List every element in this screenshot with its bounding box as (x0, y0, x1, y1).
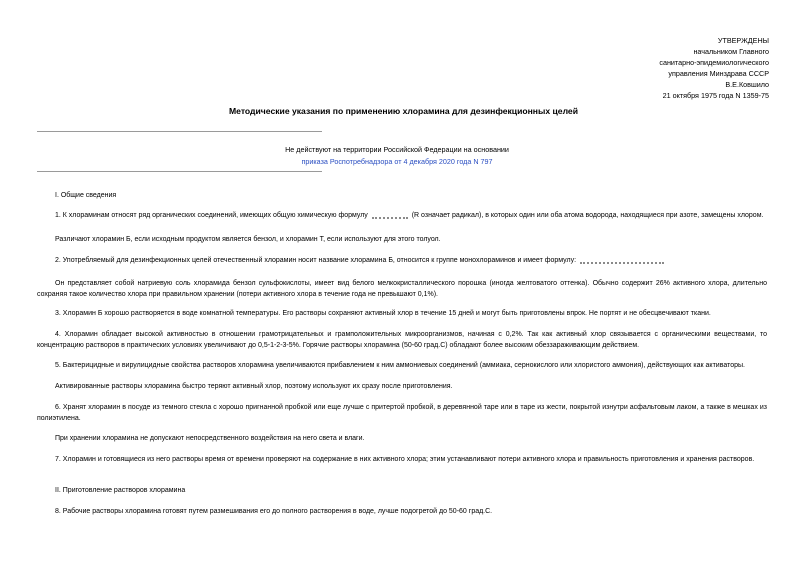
paragraph-text: 1. К хлораминам относят ряд органических соединений, имеющих общую химическую формулу (55, 212, 368, 219)
paragraph: 4. Хлорамин обладает высокой активностью в отношении грамотрицательных и грамположительных микроорганизмов, начиная с 0,2%. Так как активный хлор связывается с органическими веществами, то концентрацию растворов в практических условиях увеличивают до 0,5-1-2-3-5%. Горячие растворы хлорамина (50-60 град.С) обладают более высоким обеззараживающим действием. (37, 331, 767, 349)
approval-line: В.Е.Ковшило (725, 80, 769, 89)
approval-line: санитарно-эпидемиологического (659, 58, 769, 67)
paragraph: Различают хлорамин Б, если исходным продуктом является бензол, и хлорамин Т, если используют для этого толуол. (55, 236, 441, 243)
paragraph: 7. Хлорамин и готовящиеся из него растворы время от времени проверяют на содержание в них активного хлора; этим устанавливают потери активного хлора и правильность приготовления и хранения растворов. (55, 456, 755, 463)
paragraph (37, 211, 767, 222)
paragraph: 3. Хлорамин Б хорошо растворяется в воде комнатной температуры. Его растворы сохраняют активный хлор в течение 15 дней и могут быть приготовлены впрок. Не портят и не обесцвечивают ткани. (55, 310, 711, 317)
validity-notice (37, 144, 757, 167)
paragraph: Он представляет собой натриевую соль хлорамида бензол сульфокислоты, имеет вид белого мелкокристаллического порошка (иногда желтоватого оттенка). Обычно содержит 26% активного хлора, длительно сохраняя такое количество хлора при правильном хранении (потери активного хлора в течение года не превышают 0,1%). (37, 280, 767, 298)
formula-image (580, 257, 664, 264)
approval-block (549, 35, 769, 101)
section-heading: I. Общие сведения (55, 192, 117, 199)
paragraph: 5. Бактерицидные и вирулицидные свойства растворов хлорамина увеличиваются прибавлением к ним аммониевых соединений (аммиака, сернокислого или хлористого аммония), действующих как активаторы. (55, 362, 745, 369)
notice-text: Не действуют на территории Российской Федерации на основании (285, 145, 509, 154)
divider-bottom (37, 171, 322, 172)
paragraph: При хранении хлорамина не допускают непосредственного воздействия на него света и влаги. (55, 435, 365, 442)
approval-line: управления Минздрава СССР (668, 69, 769, 78)
section-heading: II. Приготовление растворов хлорамина (55, 487, 186, 494)
paragraph-text: (R означает радикал), в которых один или оба атома водорода, находящиеся при азоте, замещены хлором. (411, 212, 764, 219)
paragraph-text: 2. Употребляемый для дезинфекционных целей отечественный хлорамин носит название хлорамина Б, относится к группе монохлораминов и имеет формулу: (55, 257, 577, 264)
paragraph: 6. Хранят хлорамин в посуде из темного стекла с хорошо пригнанной пробкой или еще лучше с притертой пробкой, в деревянной таре или в таре из жести, покрытой изнутри асфальтовым лаком, а также в мешках из полиэтилена. (37, 404, 767, 422)
paragraph (37, 256, 767, 267)
approval-line: 21 октября 1975 года N 1359-75 (662, 91, 769, 100)
paragraph: Активированные растворы хлорамина быстро теряют активный хлор, поэтому используют их сразу после приготовления. (55, 383, 453, 390)
paragraph: 8. Рабочие растворы хлорамина готовят путем размешивания его до полного растворения в воде, лучше подогретой до 50-60 град.С. (55, 508, 493, 515)
document-title: Методические указания по применению хлорамина для дезинфекционных целей (229, 106, 578, 116)
approval-line: УТВЕРЖДЕНЫ (717, 36, 769, 45)
approval-line: начальником Главного (693, 47, 769, 56)
notice-link[interactable]: приказа Роспотребнадзора от 4 декабря 2020 года N 797 (301, 156, 493, 166)
divider-top (37, 131, 322, 132)
formula-image (372, 212, 408, 219)
